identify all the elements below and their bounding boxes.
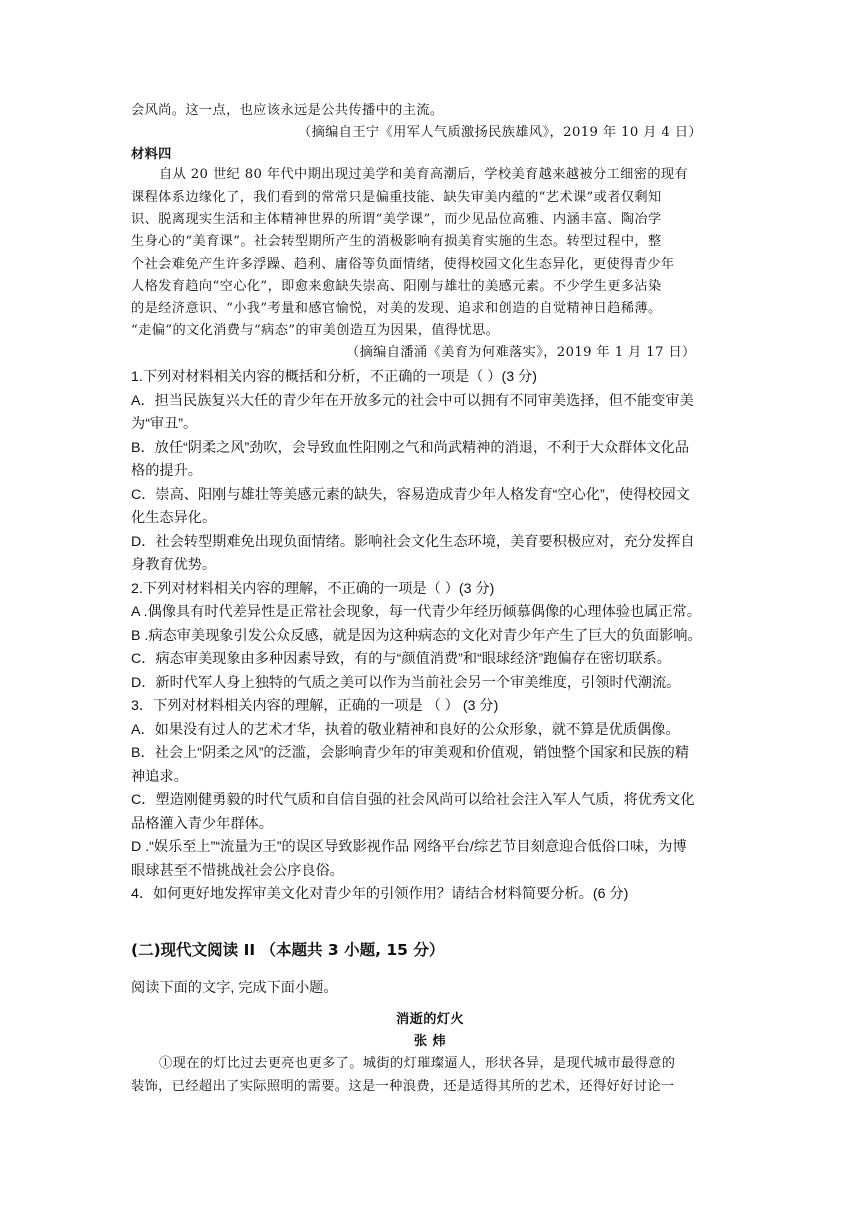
question-1-option-b-cont: 格的提升。 bbox=[131, 463, 202, 479]
question-1-option-b: B．放任“阴柔之风”劲吹，会导致血性阳刚之气和尚武精神的消退，不利于大众群体文化品 bbox=[131, 440, 690, 456]
question-3-option-c-cont: 品格灌入青少年群体。 bbox=[131, 816, 273, 832]
reading-instruction: 阅读下面的文字, 完成下面小题。 bbox=[131, 980, 338, 996]
material4-title: 材料四 bbox=[131, 147, 172, 162]
question-1-option-d: D．社会转型期难免出现负面情绪。影响社会文化生态环境，美育要积极应对，充分发挥自 bbox=[131, 534, 695, 550]
question-1-option-a: A．担当民族复兴大任的青少年在开放多元的社会中可以拥有不同审美选择，但不能变审美 bbox=[131, 393, 694, 409]
question-3-stem: 3．下列对材料相关内容的理解，正确的一项是 （ ） (3 分) bbox=[131, 698, 499, 714]
question-2-option-b: B .病态审美现象引发公众反感，就是因为这种病态的文化对青少年产生了巨大的负面影响。 bbox=[131, 628, 702, 644]
question-2-option-a: A .偶像具有时代差异性是正常社会现象，每一代青少年经历倾慕偶像的心理体验也属正常。 bbox=[131, 604, 701, 620]
material4-line: “走偏”的文化消费与“病态”的审美创造互为因果，值得忧思。 bbox=[131, 323, 500, 338]
question-1-option-c-cont: 化生态异化。 bbox=[131, 510, 217, 526]
material3-source: （摘编自王宁《用军人气质激扬民族雄风》，2019 年 10 月 4 日） bbox=[298, 125, 702, 140]
question-2-option-d: D．新时代军人身上独特的气质之美可以作为当前社会另一个审美维度，引领时代潮流。 bbox=[131, 675, 681, 691]
article-title: 消逝的灯火 bbox=[396, 1012, 464, 1027]
material4-line: 生身心的“美育课”。社会转型期所产生的消极影响有损美育实施的生态。转型过程中，整 bbox=[131, 234, 662, 249]
question-3-option-a: A．如果没有过人的艺术才华，执着的敬业精神和良好的公众形象，就不算是优质偶像。 bbox=[131, 722, 680, 738]
material4-line: 的是经济意识、“小我”考量和感官愉悦，对美的发现、追求和创造的自觉精神日趋稀薄。 bbox=[131, 301, 662, 316]
material4-line: 个社会难免产生许多浮躁、趋利、庸俗等负面情绪，使得校园文化生态异化，更使得青少年 bbox=[131, 257, 675, 272]
material4-line: 自从 20 世纪 80 年代中期出现过美学和美育高潮后，学校美育越来越被分工细密的现有 bbox=[159, 167, 689, 182]
question-3-option-d: D .“娱乐至上”“流量为王”的误区导致影视作品 网络平台/综艺节目刻意迎合低俗口味，为博 bbox=[131, 839, 687, 855]
question-3-option-b-cont: 神追求。 bbox=[131, 769, 188, 785]
question-2-option-c: C．病态审美现象由多种因素导致，有的与“颜值消费”和“眼球经济”跑偏存在密切联系。 bbox=[131, 651, 671, 667]
material4-line: 识、脱离现实生活和主体精神世界的所谓“美学课”，而少见品位高雅、内涵丰富、陶冶学 bbox=[131, 212, 662, 227]
article-author: 张 炜 bbox=[413, 1034, 447, 1049]
section-heading: (二)现代文阅读 II （本题共 3 小题, 15 分） bbox=[131, 941, 445, 959]
material4-source: （摘编自潘涌《美育为何难落实》，2019 年 1 月 17 日） bbox=[346, 345, 696, 360]
question-3-option-c: C．塑造刚健勇毅的时代气质和自信自强的社会风尚可以给社会注入军人气质，将优秀文化 bbox=[131, 792, 695, 808]
material4-line: 课程体系边缘化了，我们看到的常常只是偏重技能、缺失审美内蕴的“艺术课”或者仅剩知 bbox=[131, 190, 662, 205]
question-1-stem: 1.下列对材料相关内容的概括和分析，不正确的一项是（ ）(3 分) bbox=[131, 369, 537, 385]
question-3-option-d-cont: 眼球甚至不惜挑战社会公序良俗。 bbox=[131, 863, 344, 879]
question-4-stem: 4．如何更好地发挥审美文化对青少年的引领作用？请结合材料简要分析。(6 分) bbox=[131, 886, 629, 902]
article-line: 装饰，已经超出了实际照明的需要。这是一种浪费，还是适得其所的艺术，还得好好讨论一 bbox=[131, 1079, 675, 1094]
article-line: ①现在的灯比过去更亮也更多了。城街的灯璀璨逼人，形状各异，是现代城市最得意的 bbox=[159, 1056, 676, 1071]
question-1-option-c: C．崇高、阳刚与雄壮等美感元素的缺失，容易造成青少年人格发育“空心化”，使得校园文 bbox=[131, 487, 690, 503]
question-3-option-b: B．社会上“阴柔之风”的泛滥，会影响青少年的审美观和价值观，销蚀整个国家和民族的精 bbox=[131, 745, 690, 761]
material4-line: 人格发育趋向“空心化”，即愈来愈缺失崇高、阳刚与雄壮的美感元素。不少学生更多沾染 bbox=[131, 279, 662, 294]
material3-last-line: 会风尚。这一点，也应该永远是公共传播中的主流。 bbox=[131, 103, 444, 118]
question-2-stem: 2.下列对材料相关内容的理解，不正确的一项是（ ）(3 分) bbox=[131, 581, 495, 597]
question-1-option-d-cont: 身教育优势。 bbox=[131, 557, 217, 573]
question-1-option-a-cont: 为“审丑”。 bbox=[131, 416, 198, 432]
